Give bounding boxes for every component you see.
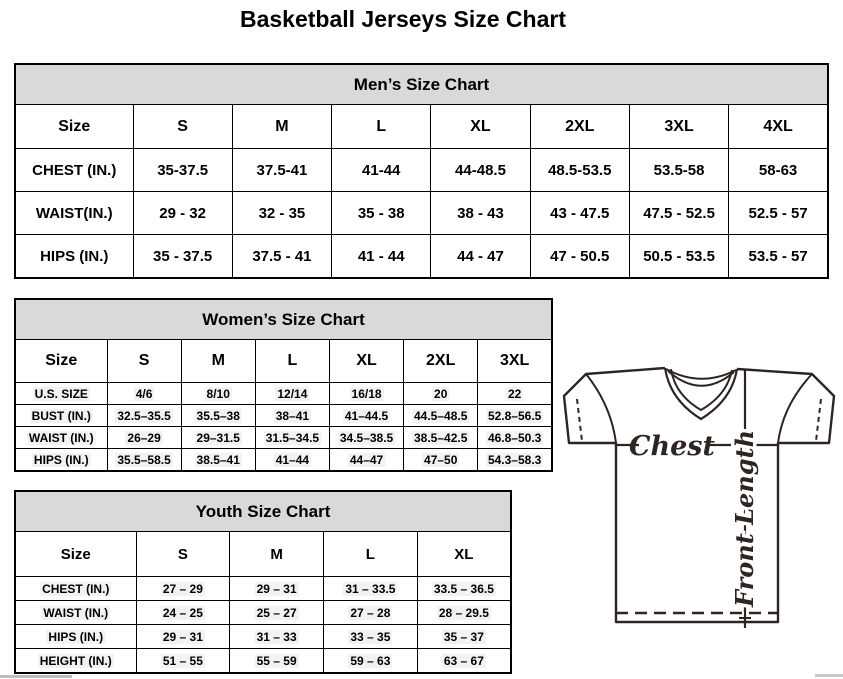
row-label-text: WAIST (IN.) (43, 605, 109, 620)
size-cell (230, 601, 324, 625)
size-cell (133, 149, 232, 192)
size-cell (530, 192, 629, 235)
size-cell (329, 383, 403, 405)
size-cell-text: 53.5 - 57 (748, 247, 808, 265)
size-cell-text: 44-48.5 (455, 161, 506, 179)
jersey-outline (564, 368, 834, 622)
size-cell (404, 427, 478, 449)
table-row (15, 383, 552, 405)
size-cell (107, 449, 181, 472)
size-cell-text: 44 - 47 (457, 247, 504, 265)
size-cell-text: 27 – 29 (162, 581, 203, 596)
column-header-text: XL (356, 352, 377, 369)
size-cell (255, 427, 329, 449)
size-cell-text: 29–31.5 (196, 430, 240, 445)
size-cell (324, 577, 418, 601)
size-cell (431, 235, 530, 279)
table-row (15, 149, 828, 192)
column-header (332, 105, 431, 149)
size-cell (478, 383, 552, 405)
column-header (478, 340, 552, 383)
size-cell-text: 38.5–41 (196, 452, 240, 467)
table-row (15, 649, 511, 674)
size-cell-text: 38 - 43 (457, 204, 504, 222)
size-cell (181, 383, 255, 405)
size-cell (332, 192, 431, 235)
size-cell (133, 192, 232, 235)
size-cell-text: 43 - 47.5 (550, 204, 610, 222)
size-cell-text: 55 – 59 (256, 653, 297, 668)
row-label-text: HIPS (IN.) (40, 247, 109, 265)
size-cell (530, 235, 629, 279)
size-cell-text: 41 - 44 (357, 247, 405, 265)
size-cell (230, 625, 324, 649)
row-label (15, 405, 107, 427)
jersey-measurement-diagram (555, 355, 843, 645)
table-row (15, 449, 552, 472)
size-cell (431, 149, 530, 192)
column-header-text: Size (58, 117, 91, 135)
size-cell (417, 601, 511, 625)
table-row (15, 427, 552, 449)
size-cell-text: 37.5-41 (256, 161, 308, 179)
size-cell (324, 601, 418, 625)
size-cell (136, 625, 230, 649)
womens-size-table (14, 298, 553, 472)
size-cell (107, 383, 181, 405)
column-header-text: Size (45, 352, 78, 369)
header-row (15, 105, 828, 149)
size-cell-text: 50.5 - 53.5 (643, 247, 715, 265)
size-cell-text: 35-37.5 (157, 161, 209, 179)
size-cell (478, 449, 552, 472)
size-cell (181, 427, 255, 449)
size-cell (729, 149, 828, 192)
size-cell-text: 32.5–35.5 (117, 408, 171, 423)
size-cell-text: 26–29 (127, 430, 161, 445)
table-row (15, 405, 552, 427)
column-header-text: XL (470, 117, 491, 135)
size-cell-text: 8/10 (206, 386, 230, 401)
size-cell-text: 25 – 27 (256, 605, 297, 620)
size-cell-text: 38.5–42.5 (414, 430, 468, 445)
size-cell (417, 649, 511, 674)
size-cell (324, 625, 418, 649)
size-cell (629, 149, 728, 192)
size-cell-text: 20 (434, 386, 448, 401)
table-row (15, 577, 511, 601)
column-header (15, 340, 107, 383)
page-title: Basketball Jerseys Size Chart (239, 6, 566, 32)
column-header (530, 105, 629, 149)
column-header (232, 105, 331, 149)
column-header (329, 340, 403, 383)
size-cell-text: 53.5-58 (653, 161, 705, 179)
size-cell (404, 449, 478, 472)
row-label (15, 427, 107, 449)
row-label-text: WAIST (IN.) (28, 430, 94, 445)
size-cell-text: 16/18 (351, 386, 382, 401)
row-label (15, 577, 136, 601)
size-cell-text: 35 - 37.5 (153, 247, 213, 265)
size-cell-text: 52.8–56.5 (487, 408, 542, 423)
table-row (15, 601, 511, 625)
mens-size-table (14, 63, 829, 279)
size-cell (404, 383, 478, 405)
row-label (15, 383, 107, 405)
row-label-text: WAIST(IN.) (35, 204, 113, 222)
size-cell-text: 35 – 37 (443, 629, 484, 644)
row-label (15, 601, 136, 625)
size-cell-text: 48.5-53.5 (548, 161, 612, 179)
size-cell-text: 31.5–34.5 (265, 430, 320, 445)
row-label (15, 449, 107, 472)
column-header-text: L (365, 545, 375, 563)
row-label (15, 625, 136, 649)
row-label-text: HIPS (IN.) (33, 452, 89, 467)
size-cell (417, 625, 511, 649)
size-cell (329, 405, 403, 427)
column-header (629, 105, 728, 149)
column-header-text: 4XL (763, 117, 793, 135)
column-header-text: Size (60, 545, 91, 563)
size-cell-text: 38–41 (275, 408, 310, 423)
column-header-text: 3XL (499, 352, 530, 369)
column-header-text: XL (454, 545, 474, 563)
size-cell-text: 31 – 33 (256, 629, 297, 644)
size-cell-text: 37.5 - 41 (252, 247, 312, 265)
column-header (136, 532, 230, 577)
column-header-text: M (270, 545, 283, 563)
chest-label: Chest (629, 431, 715, 462)
column-header (729, 105, 828, 149)
size-cell-text: 33 – 35 (350, 629, 391, 644)
column-header (15, 105, 133, 149)
table-title-text: Youth Size Chart (195, 501, 331, 521)
size-cell (255, 383, 329, 405)
column-header (181, 340, 255, 383)
left-cuff-dashed-line (577, 399, 582, 441)
size-cell (181, 449, 255, 472)
size-cell (230, 649, 324, 674)
size-cell-text: 58-63 (758, 161, 798, 179)
size-cell-text: 59 – 63 (350, 653, 391, 668)
size-cell (136, 577, 230, 601)
column-header-text: L (376, 117, 387, 135)
column-header (324, 532, 418, 577)
size-cell (133, 235, 232, 279)
table-row (15, 235, 828, 279)
column-header (230, 532, 324, 577)
size-cell-text: 24 – 25 (162, 605, 203, 620)
row-label-text: U.S. SIZE (34, 386, 88, 401)
size-cell-text: 63 – 67 (443, 653, 484, 668)
size-cell-text: 41–44 (275, 452, 310, 467)
size-cell (324, 649, 418, 674)
size-cell (329, 427, 403, 449)
row-label (15, 192, 133, 235)
column-header (404, 340, 478, 383)
right-cuff-dashed-line (816, 399, 821, 441)
size-cell-text: 35.5–58.5 (117, 452, 171, 467)
table-title-text: Men’s Size Chart (353, 74, 490, 94)
column-header (133, 105, 232, 149)
size-cell-text: 41-44 (362, 161, 401, 179)
size-cell (136, 601, 230, 625)
size-cell-text: 35 - 38 (357, 204, 405, 222)
youth-size-table (14, 490, 512, 674)
column-header-text: 3XL (664, 117, 694, 135)
size-cell-text: 47 - 50.5 (550, 247, 610, 265)
table-row (15, 192, 828, 235)
size-cell (729, 192, 828, 235)
front-length-label: Front Length (730, 429, 759, 607)
size-cell-text: 33.5 – 36.5 (433, 581, 494, 596)
row-label-text: CHEST (IN.) (32, 161, 117, 179)
size-cell (530, 149, 629, 192)
size-cell-text: 4/6 (135, 386, 153, 401)
size-cell (136, 649, 230, 674)
size-cell (404, 405, 478, 427)
column-header (15, 532, 136, 577)
table-title-text: Women’s Size Chart (202, 309, 365, 329)
size-cell-text: 54.3–58.3 (487, 452, 542, 467)
row-label (15, 235, 133, 279)
horizontal-scrollbar-thumb[interactable] (0, 675, 72, 678)
size-cell (629, 235, 728, 279)
size-cell (230, 577, 324, 601)
row-label-text: HEIGHT (IN.) (39, 653, 112, 668)
column-header-text: S (177, 545, 188, 563)
scrollbar-corner-fragment[interactable] (815, 674, 843, 677)
size-cell (232, 192, 331, 235)
size-cell-text: 27 – 28 (350, 605, 391, 620)
size-cell-text: 29 – 31 (162, 629, 203, 644)
size-cell (232, 149, 331, 192)
table-title (15, 491, 511, 532)
row-label-text: HIPS (IN.) (48, 629, 104, 644)
size-cell-text: 32 - 35 (258, 204, 306, 222)
size-cell (478, 427, 552, 449)
size-cell (729, 235, 828, 279)
size-cell (181, 405, 255, 427)
size-cell-text: 51 – 55 (162, 653, 203, 668)
row-label (15, 649, 136, 674)
size-cell (417, 577, 511, 601)
size-cell (329, 449, 403, 472)
column-header (107, 340, 181, 383)
column-header (417, 532, 511, 577)
column-header-text: 2XL (426, 352, 456, 369)
size-cell-text: 44–47 (349, 452, 384, 467)
size-cell-text: 22 (507, 386, 522, 401)
column-header (255, 340, 329, 383)
collar-outer-v (665, 368, 737, 419)
size-cell (332, 235, 431, 279)
size-cell-text: 44.5–48.5 (414, 408, 468, 423)
column-header-text: M (275, 117, 289, 135)
size-cell-text: 29 – 31 (256, 581, 297, 596)
size-cell-text: 28 – 29.5 (438, 605, 489, 620)
size-cell (232, 235, 331, 279)
size-cell-text: 29 - 32 (159, 204, 206, 222)
size-cell (255, 405, 329, 427)
row-label-text: BUST (IN.) (31, 408, 91, 423)
row-label-text: CHEST (IN.) (42, 581, 110, 596)
size-cell-text: 41–44.5 (344, 408, 389, 423)
size-cell-text: 47.5 - 52.5 (643, 204, 715, 222)
table-title (15, 299, 552, 340)
column-header-text: L (287, 352, 298, 369)
column-header-text: S (138, 352, 150, 369)
size-cell-text: 35.5–38 (196, 408, 240, 423)
size-cell-text: 31 – 33.5 (345, 581, 396, 596)
size-cell-text: 34.5–38.5 (339, 430, 394, 445)
size-cell (332, 149, 431, 192)
size-cell (431, 192, 530, 235)
header-row (15, 340, 552, 383)
size-cell (255, 449, 329, 472)
column-header-text: 2XL (565, 117, 595, 135)
column-header-text: S (177, 117, 188, 135)
size-cell-text: 47–50 (424, 452, 458, 467)
size-cell-text: 12/14 (277, 386, 308, 401)
right-armhole-seam (778, 374, 812, 443)
column-header (431, 105, 530, 149)
size-cell (629, 192, 728, 235)
size-cell-text: 52.5 - 57 (748, 204, 808, 222)
table-title (15, 64, 828, 105)
size-cell (107, 405, 181, 427)
header-row (15, 532, 511, 577)
size-cell-text: 46.8–50.3 (487, 430, 542, 445)
size-cell (107, 427, 181, 449)
column-header-text: M (211, 352, 225, 369)
table-row (15, 625, 511, 649)
size-cell (478, 405, 552, 427)
row-label (15, 149, 133, 192)
left-armhole-seam (586, 374, 616, 443)
